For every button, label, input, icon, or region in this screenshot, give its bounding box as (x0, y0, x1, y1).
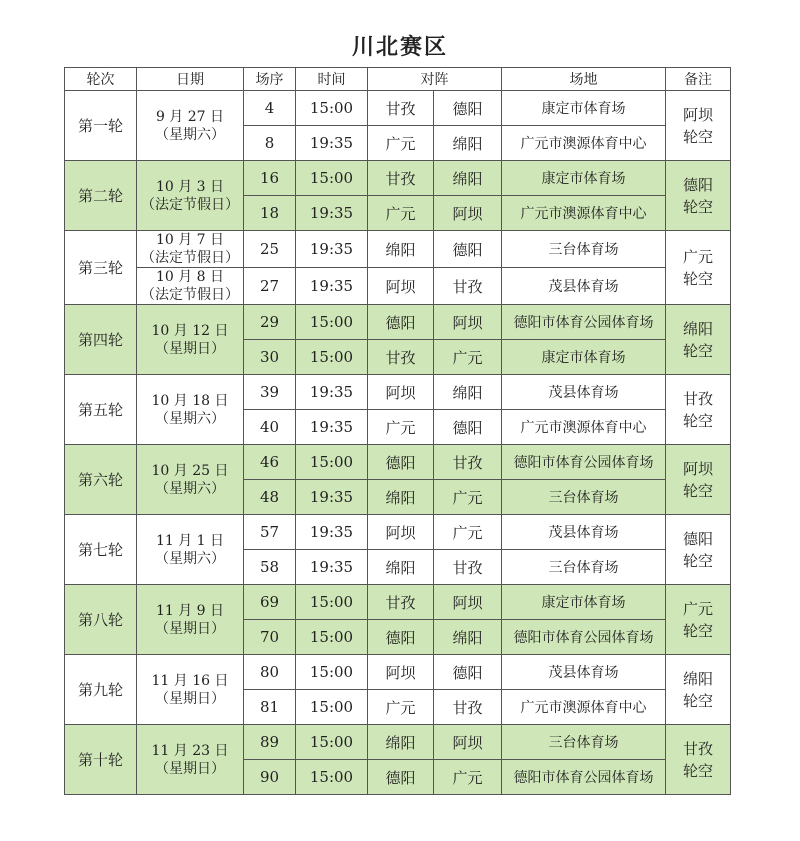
time-cell: 15:00 (296, 655, 368, 690)
table-row (65, 375, 731, 410)
venue-cell: 广元市澳源体育中心 (502, 126, 666, 161)
header-venue: 场地 (502, 68, 666, 91)
away-team-cell: 广元 (434, 515, 502, 550)
time-cell: 19:35 (296, 375, 368, 410)
home-team-cell: 广元 (368, 410, 434, 445)
time-cell: 15:00 (296, 690, 368, 725)
away-team-cell: 阿坝 (434, 585, 502, 620)
date-cell (137, 515, 244, 585)
venue-cell: 康定市体育场 (502, 161, 666, 196)
date-cell (137, 445, 244, 515)
match-no-cell: 81 (244, 690, 296, 725)
note-cell (666, 445, 731, 515)
round-cell: 第一轮 (65, 91, 137, 161)
weekday-text: （星期日） (155, 760, 225, 777)
round-cell: 第七轮 (65, 515, 137, 585)
match-no-cell: 27 (244, 268, 296, 305)
time-cell: 15:00 (296, 760, 368, 795)
date-cell (137, 268, 244, 305)
venue-cell: 茂县体育场 (502, 268, 666, 305)
away-team-cell: 广元 (434, 480, 502, 515)
bye-label-text: 轮空 (682, 197, 713, 216)
bye-team-text: 绵阳 (682, 319, 713, 338)
note-cell (666, 305, 731, 375)
bye-team-text: 甘孜 (682, 739, 713, 758)
match-no-cell: 90 (244, 760, 296, 795)
home-team-cell: 甘孜 (368, 161, 434, 196)
round-cell: 第九轮 (65, 655, 137, 725)
away-team-cell: 阿坝 (434, 196, 502, 231)
header-date: 日期 (137, 68, 244, 91)
match-no-cell: 4 (244, 91, 296, 126)
away-team-cell: 甘孜 (434, 445, 502, 480)
table-row (65, 91, 731, 126)
date-cell (137, 91, 244, 161)
bye-team-text: 德阳 (682, 175, 713, 194)
away-team-cell: 甘孜 (434, 268, 502, 305)
weekday-text: （星期六） (155, 126, 225, 143)
away-team-cell: 绵阳 (434, 375, 502, 410)
weekday-text: （法定节假日） (141, 287, 239, 303)
home-team-cell: 甘孜 (368, 340, 434, 375)
home-team-cell: 阿坝 (368, 375, 434, 410)
header-note: 备注 (666, 68, 731, 91)
table-row (65, 655, 731, 690)
venue-cell: 德阳市体育公园体育场 (502, 760, 666, 795)
round-cell: 第五轮 (65, 375, 137, 445)
away-team-cell: 甘孜 (434, 550, 502, 585)
date-cell (137, 375, 244, 445)
note-cell (666, 585, 731, 655)
time-cell: 15:00 (296, 585, 368, 620)
header-round: 轮次 (65, 68, 137, 91)
away-team-cell: 甘孜 (434, 690, 502, 725)
match-no-cell: 8 (244, 126, 296, 161)
table-row (65, 161, 731, 196)
venue-cell: 茂县体育场 (502, 515, 666, 550)
away-team-cell: 阿坝 (434, 725, 502, 760)
bye-team-text: 阿坝 (682, 105, 713, 124)
venue-cell: 德阳市体育公园体育场 (502, 620, 666, 655)
time-cell: 15:00 (296, 161, 368, 196)
home-team-cell: 绵阳 (368, 231, 434, 268)
bye-label-text: 轮空 (682, 761, 713, 780)
match-no-cell: 48 (244, 480, 296, 515)
page-title: 川北赛区 (351, 35, 448, 60)
date-text: 10 月 18 日 (151, 392, 229, 409)
bye-label-text: 轮空 (682, 691, 713, 710)
venue-cell: 茂县体育场 (502, 375, 666, 410)
date-cell (137, 231, 244, 268)
date-text: 11 月 1 日 (155, 532, 225, 549)
match-no-cell: 25 (244, 231, 296, 268)
weekday-text: （星期六） (155, 480, 225, 497)
bye-label-text: 轮空 (682, 269, 713, 288)
date-cell (137, 655, 244, 725)
venue-cell: 德阳市体育公园体育场 (502, 305, 666, 340)
bye-label-text: 轮空 (682, 341, 713, 360)
match-no-cell: 29 (244, 305, 296, 340)
home-team-cell: 绵阳 (368, 550, 434, 585)
venue-cell: 康定市体育场 (502, 585, 666, 620)
time-cell: 15:00 (296, 725, 368, 760)
table-row (65, 305, 731, 340)
home-team-cell: 德阳 (368, 620, 434, 655)
away-team-cell: 阿坝 (434, 305, 502, 340)
note-cell (666, 655, 731, 725)
table-row (65, 585, 731, 620)
home-team-cell: 广元 (368, 196, 434, 231)
home-team-cell: 绵阳 (368, 725, 434, 760)
bye-team-text: 德阳 (682, 529, 713, 548)
time-cell: 19:35 (296, 410, 368, 445)
match-no-cell: 46 (244, 445, 296, 480)
date-cell (137, 725, 244, 795)
date-text: 10 月 12 日 (151, 322, 229, 339)
date-cell (137, 305, 244, 375)
date-text: 11 月 16 日 (151, 672, 229, 689)
away-team-cell: 绵阳 (434, 161, 502, 196)
weekday-text: （星期日） (155, 690, 225, 707)
time-cell: 19:35 (296, 480, 368, 515)
time-cell: 19:35 (296, 550, 368, 585)
home-team-cell: 德阳 (368, 760, 434, 795)
bye-team-text: 广元 (682, 599, 713, 618)
match-no-cell: 18 (244, 196, 296, 231)
table-row (65, 268, 731, 305)
round-cell: 第八轮 (65, 585, 137, 655)
match-no-cell: 69 (244, 585, 296, 620)
bye-label-text: 轮空 (682, 127, 713, 146)
date-text: 11 月 23 日 (151, 742, 229, 759)
time-cell: 19:35 (296, 126, 368, 161)
venue-cell: 广元市澳源体育中心 (502, 196, 666, 231)
home-team-cell: 德阳 (368, 445, 434, 480)
venue-cell: 德阳市体育公园体育场 (502, 445, 666, 480)
home-team-cell: 阿坝 (368, 515, 434, 550)
round-cell: 第十轮 (65, 725, 137, 795)
header-time: 时间 (296, 68, 368, 91)
round-cell: 第三轮 (65, 231, 137, 305)
bye-team-text: 阿坝 (682, 459, 713, 478)
time-cell: 15:00 (296, 305, 368, 340)
time-cell: 19:35 (296, 196, 368, 231)
match-no-cell: 40 (244, 410, 296, 445)
header-matchup: 对阵 (368, 68, 502, 91)
date-text: 10 月 8 日 (155, 269, 225, 285)
date-text: 10 月 7 日 (155, 232, 225, 248)
date-text: 11 月 9 日 (155, 602, 225, 619)
bye-label-text: 轮空 (682, 411, 713, 430)
time-cell: 15:00 (296, 91, 368, 126)
note-cell (666, 161, 731, 231)
home-team-cell: 德阳 (368, 305, 434, 340)
time-cell: 19:35 (296, 268, 368, 305)
bye-team-text: 甘孜 (682, 389, 713, 408)
venue-cell: 康定市体育场 (502, 340, 666, 375)
bye-team-text: 广元 (682, 247, 713, 266)
table-row (65, 445, 731, 480)
venue-cell: 茂县体育场 (502, 655, 666, 690)
venue-cell: 广元市澳源体育中心 (502, 410, 666, 445)
away-team-cell: 绵阳 (434, 126, 502, 161)
round-cell: 第四轮 (65, 305, 137, 375)
match-no-cell: 16 (244, 161, 296, 196)
home-team-cell: 广元 (368, 126, 434, 161)
match-no-cell: 80 (244, 655, 296, 690)
note-cell (666, 91, 731, 161)
match-no-cell: 57 (244, 515, 296, 550)
match-no-cell: 58 (244, 550, 296, 585)
bye-team-text: 绵阳 (682, 669, 713, 688)
venue-cell: 三台体育场 (502, 550, 666, 585)
match-no-cell: 39 (244, 375, 296, 410)
away-team-cell: 德阳 (434, 655, 502, 690)
home-team-cell: 绵阳 (368, 480, 434, 515)
bye-label-text: 轮空 (682, 551, 713, 570)
date-cell (137, 161, 244, 231)
date-cell (137, 585, 244, 655)
weekday-text: （星期日） (155, 620, 225, 637)
bye-label-text: 轮空 (682, 621, 713, 640)
date-text: 10 月 25 日 (151, 462, 229, 479)
note-cell (666, 231, 731, 305)
away-team-cell: 德阳 (434, 91, 502, 126)
match-no-cell: 70 (244, 620, 296, 655)
away-team-cell: 德阳 (434, 231, 502, 268)
time-cell: 19:35 (296, 515, 368, 550)
note-cell (666, 375, 731, 445)
weekday-text: （法定节假日） (141, 196, 239, 213)
header-row (65, 68, 731, 91)
schedule-table (64, 67, 731, 795)
time-cell: 15:00 (296, 340, 368, 375)
away-team-cell: 德阳 (434, 410, 502, 445)
home-team-cell: 甘孜 (368, 91, 434, 126)
match-no-cell: 30 (244, 340, 296, 375)
bye-label-text: 轮空 (682, 481, 713, 500)
home-team-cell: 甘孜 (368, 585, 434, 620)
table-row (65, 231, 731, 268)
time-cell: 19:35 (296, 231, 368, 268)
venue-cell: 康定市体育场 (502, 91, 666, 126)
header-match-no: 场序 (244, 68, 296, 91)
weekday-text: （法定节假日） (141, 250, 239, 266)
round-cell: 第六轮 (65, 445, 137, 515)
note-cell (666, 725, 731, 795)
home-team-cell: 阿坝 (368, 655, 434, 690)
home-team-cell: 阿坝 (368, 268, 434, 305)
table-row (65, 725, 731, 760)
note-cell (666, 515, 731, 585)
venue-cell: 广元市澳源体育中心 (502, 690, 666, 725)
away-team-cell: 绵阳 (434, 620, 502, 655)
venue-cell: 三台体育场 (502, 231, 666, 268)
time-cell: 15:00 (296, 445, 368, 480)
venue-cell: 三台体育场 (502, 480, 666, 515)
weekday-text: （星期日） (155, 340, 225, 357)
home-team-cell: 广元 (368, 690, 434, 725)
time-cell: 15:00 (296, 620, 368, 655)
date-text: 10 月 3 日 (155, 178, 225, 195)
weekday-text: （星期六） (155, 550, 225, 567)
venue-cell: 三台体育场 (502, 725, 666, 760)
date-text: 9 月 27 日 (155, 108, 225, 125)
table-row (65, 515, 731, 550)
match-no-cell: 89 (244, 725, 296, 760)
round-cell: 第二轮 (65, 161, 137, 231)
away-team-cell: 广元 (434, 340, 502, 375)
weekday-text: （星期六） (155, 410, 225, 427)
away-team-cell: 广元 (434, 760, 502, 795)
